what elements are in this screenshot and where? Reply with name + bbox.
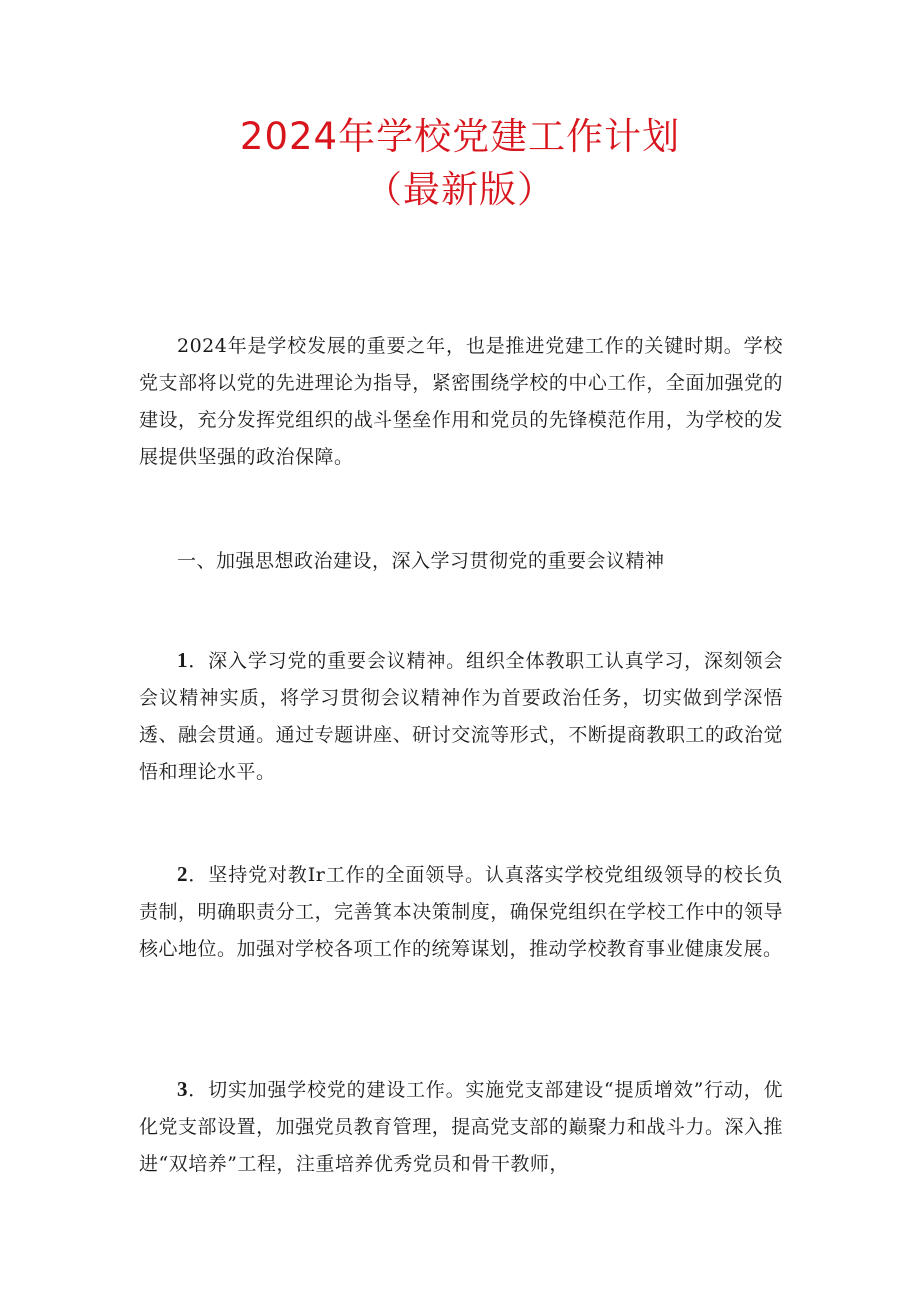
- section-heading: 一、加强思想政治建设，深入学习贯彻党的重要会议精神: [177, 550, 665, 572]
- list-item: [139, 856, 783, 968]
- list-item: [139, 1071, 783, 1183]
- document-subtitle: （最新版）: [365, 168, 555, 211]
- document-title: 2024年学校党建工作计划: [239, 115, 681, 158]
- intro-paragraph: 2024年是学校发展的重要之年，也是推进党建工作的关键时期。学校党支部将以党的先进理论为指导，紧密围绕学校的中心工作，全面加强党的建设，充分发挥党组织的战斗堡垒作用和党员的先锋模范作用，为学校的发展提供坚强的政治保障。: [139, 335, 783, 468]
- item-text: ．坚持党对教Ir工作的全面领导。认真落实学校党组级领导的校长负责制，明确职责分工，完善箕本决策制度，确保党组织在学校工作中的领导核心地位。加强对学校各项工作的统筹谋划，推动学校教育事业健康发展。: [139, 864, 783, 960]
- item-text: ．切实加强学校党的建设工作。实施党支部建设“提质增效”行动，优化党支部设置，加强党员教育管理，提高党支部的巅聚力和战斗力。深入推进“双培养”工程，注重培养优秀党员和骨干教师，: [139, 1079, 783, 1175]
- item-number: 2: [177, 862, 188, 886]
- item-text: ．深入学习党的重要会议精神。组织全体教职工认真学习，深刻领会会议精神实质，将学习贯彻会议精神作为首要政治任务，切实做到学深悟透、融会贯通。通过专题讲座、研讨交流等形式，不断提商教职工的政治觉悟和理论水平。: [139, 650, 783, 783]
- item-number: 1: [177, 648, 188, 672]
- item-number: 3: [177, 1077, 188, 1101]
- list-item: [139, 642, 783, 791]
